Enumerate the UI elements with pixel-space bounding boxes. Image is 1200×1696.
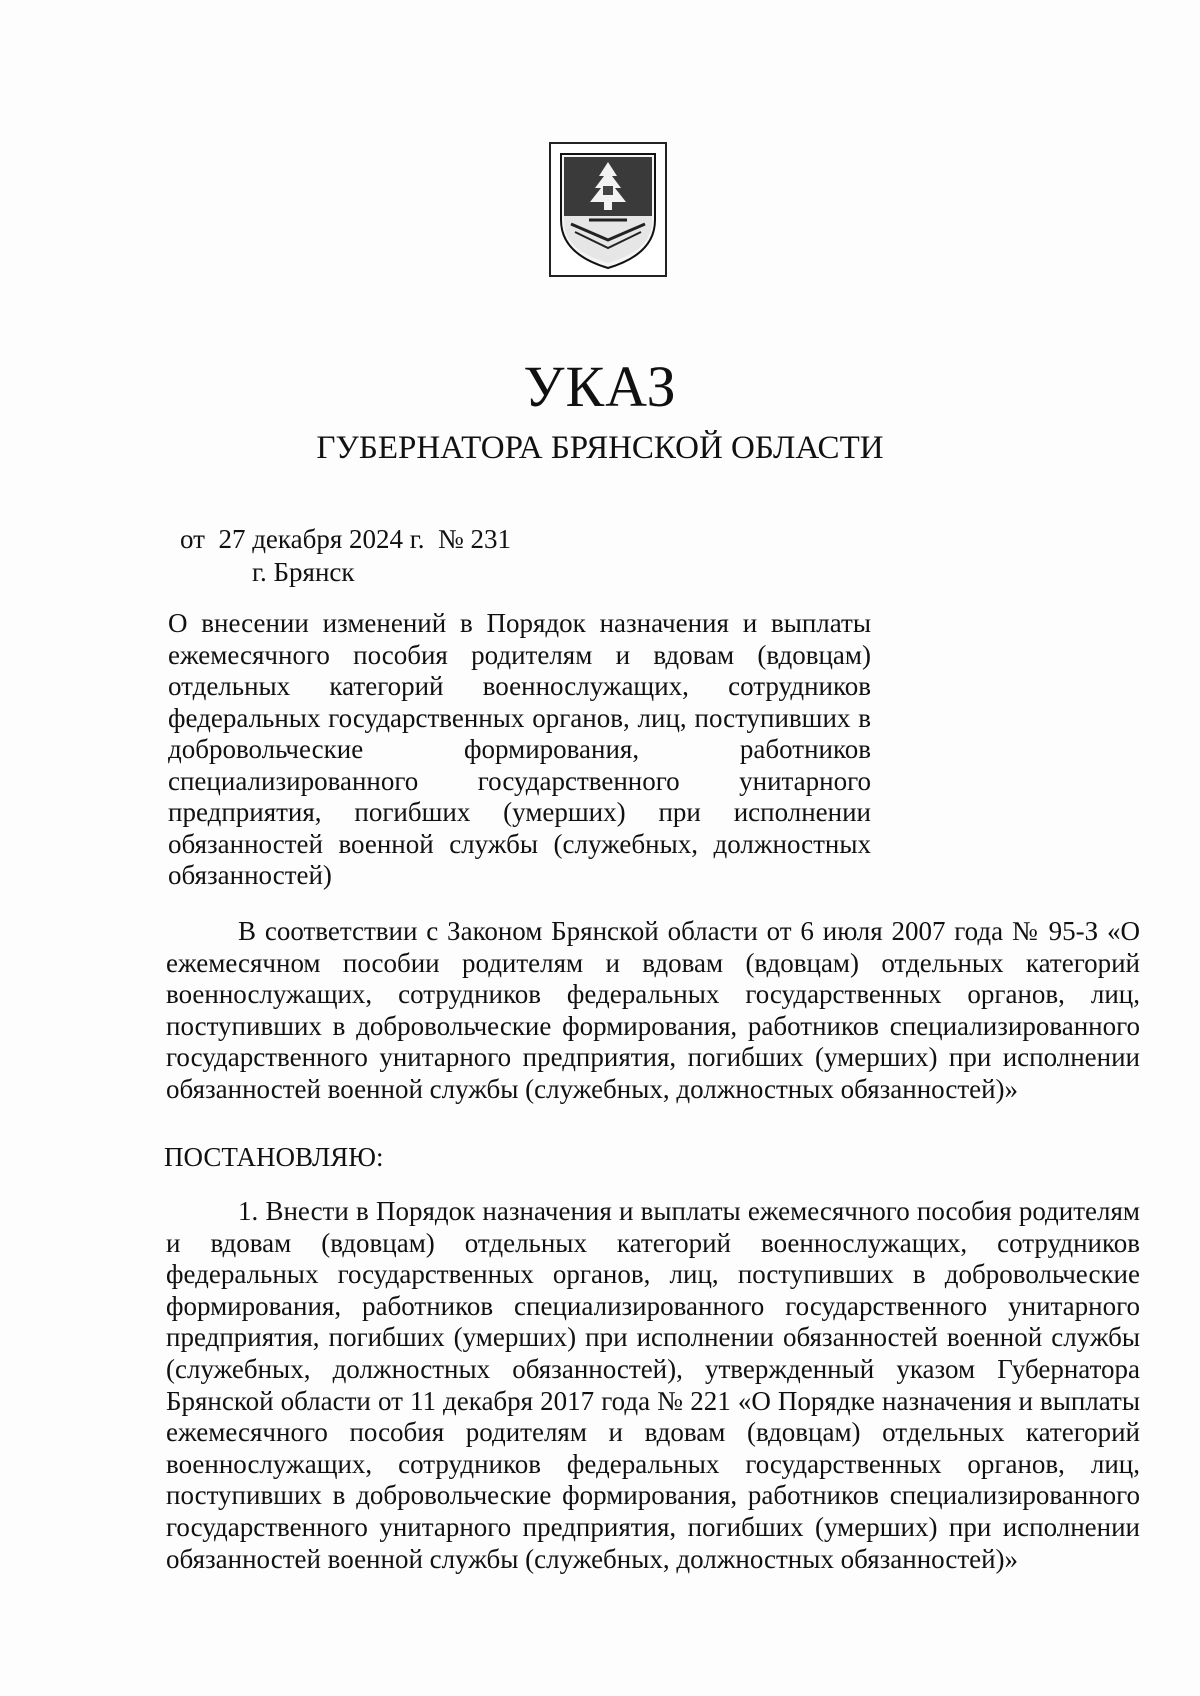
document-title: УКАЗ: [523, 354, 677, 419]
decree-word: ПОСТАНОВЛЯЮ:: [164, 1142, 384, 1172]
document-date-number: от 27 декабря 2024 г. № 231: [180, 524, 512, 554]
preamble-paragraph: В соответствии с Законом Брянской области от 6 июля 2007 года № 95-З «О ежемесячном пособии родителям и вдовам (вдовцам) отдельных категорий военнослужащих, сотрудников федеральных государственных органов, лиц, поступивших в добровольческие формирования, работников специализированного государственного унитарного предприятия, погибших (умерших) при исполнении обязанностей военной службы (служебных, должностных обязанностей)»: [166, 916, 1140, 1104]
bryansk-oblast-coat-of-arms-icon: [549, 142, 667, 277]
document-subtitle: ГУБЕРНАТОРА БРЯНСКОЙ ОБЛАСТИ: [316, 430, 884, 466]
document-subject: О внесении изменений в Порядок назначения и выплаты ежемесячного пособия родителям и вдовам (вдовцам) отдельных категорий военнослужащих, сотрудников федеральных государственных органов, лиц, поступивших в добровольческие формирования, работников специализированного государственного унитарного предприятия, погибших (умерших) при исполнении обязанностей военной службы (служебных, должностных обязанностей): [168, 608, 871, 890]
document-city: г. Брянск: [252, 557, 355, 587]
decree-item-1: 1. Внести в Порядок назначения и выплаты ежемесячного пособия родителям и вдовам (вдовцам) отдельных категорий военнослужащих, сотрудников федеральных государственных органов, лиц, поступивших в добровольческие формирования, работников специализированного государственного унитарного предприятия, погибших (умерших) при исполнении обязанностей военной службы (служебных, должностных обязанностей), утвержденный указом Губернатора Брянской области от 11 декабря 2017 года № 221 «О Порядке назначения и выплаты ежемесячного пособия родителям и вдовам (вдовцам) отдельных категорий военнослужащих, сотрудников федеральных государственных органов, лиц, поступивших в добровольческие формирования, работников специализированного государственного унитарного предприятия, погибших (умерших) при исполнении обязанностей военной службы (служебных, должностных обязанностей)»: [166, 1196, 1140, 1574]
